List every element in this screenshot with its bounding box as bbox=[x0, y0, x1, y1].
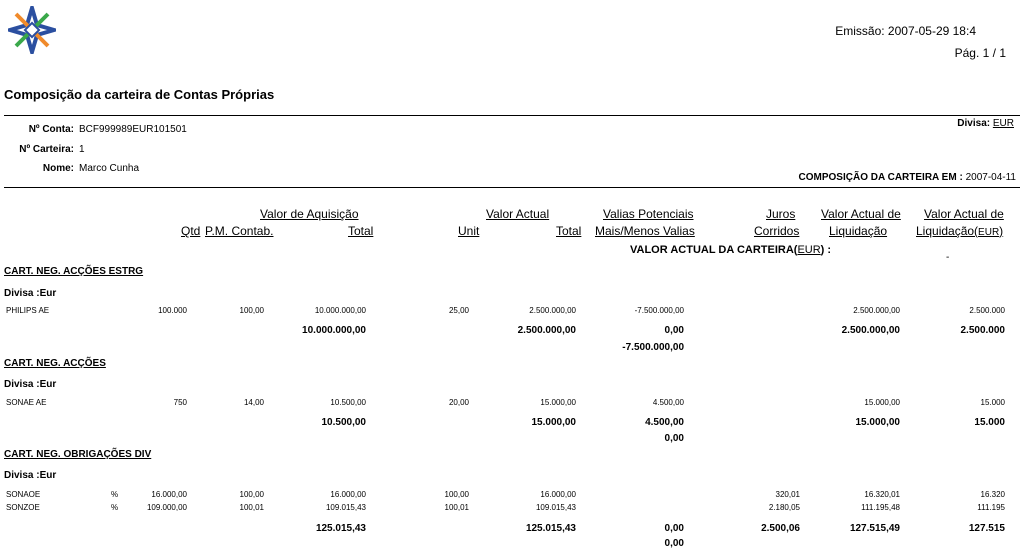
total-acquisition: 10.000.000,00 bbox=[302, 325, 366, 336]
row-total: 16.000,00 bbox=[330, 490, 366, 499]
column-potential-gains: Valias Potenciais bbox=[603, 207, 694, 221]
account-number-label: Nº Conta: bbox=[28, 124, 74, 135]
total-acquisition: 10.500,00 bbox=[321, 417, 366, 428]
currency-link[interactable]: EUR bbox=[992, 118, 1014, 129]
column-current-value: Valor Actual bbox=[486, 207, 550, 221]
row-name: SONAE AE bbox=[6, 398, 47, 407]
portfolio-value-dash: - bbox=[946, 252, 950, 263]
row-name: SONZOE bbox=[6, 503, 40, 512]
total-gains: 0,00 bbox=[664, 523, 684, 534]
portfolio-number-value: 1 bbox=[79, 144, 85, 155]
column-interest: Juros bbox=[766, 207, 796, 221]
column-gains-losses: Mais/Menos Valias bbox=[595, 224, 695, 238]
row-unit: 25,00 bbox=[448, 306, 469, 315]
account-number-value: BCF999989EUR101501 bbox=[79, 124, 187, 135]
portfolio-date-value: 2007-04-11 bbox=[965, 172, 1016, 183]
row-gains: -7.500.000,00 bbox=[634, 306, 684, 315]
row-qty: 16.000,00 bbox=[151, 490, 187, 499]
total-current: 125.015,43 bbox=[525, 523, 576, 534]
divider bbox=[4, 115, 1020, 116]
total-gains-2: 0,00 bbox=[664, 433, 684, 444]
row-liquidation-eur: 16.320 bbox=[980, 490, 1005, 499]
divider bbox=[4, 187, 1020, 188]
section-title: CART. NEG. OBRIGAÇÕES DIV bbox=[4, 449, 152, 460]
portfolio-current-value-label: VALOR ACTUAL DA CARTEIRA(EUR) : bbox=[630, 244, 832, 256]
column-liquidation: Liquidação bbox=[829, 224, 888, 238]
row-gains: 4.500,00 bbox=[652, 398, 684, 407]
row-avg-price: 100,01 bbox=[239, 503, 264, 512]
row-qty: 100.000 bbox=[158, 306, 187, 315]
row-avg-price: 14,00 bbox=[243, 398, 264, 407]
section-currency: Divisa :Eur bbox=[4, 470, 57, 481]
column-acquisition-value: Valor de Aquisição bbox=[260, 207, 359, 221]
row-unit: 100,00 bbox=[444, 490, 469, 499]
total-liquidation-eur: 127.515 bbox=[968, 523, 1005, 534]
row-liquidation: 111.195,48 bbox=[861, 503, 900, 512]
row-interest: 2.180,05 bbox=[768, 503, 800, 512]
portfolio-date bbox=[799, 172, 1016, 183]
row-name: PHILIPS AE bbox=[6, 306, 50, 315]
row-interest: 320,01 bbox=[775, 490, 800, 499]
column-unit: Unit bbox=[458, 224, 480, 238]
portfolio-date-label: COMPOSIÇÃO DA CARTEIRA EM : bbox=[798, 172, 963, 183]
row-total: 10.500,00 bbox=[330, 398, 366, 407]
row-total: 10.000.000,00 bbox=[314, 306, 366, 315]
row-total-current: 15.000,00 bbox=[540, 398, 576, 407]
row-liquidation: 2.500.000,00 bbox=[853, 306, 900, 315]
currency-info bbox=[957, 118, 1014, 129]
column-total: Total bbox=[348, 224, 374, 238]
total-gains-2: 0,00 bbox=[664, 538, 684, 549]
row-liquidation: 15.000,00 bbox=[864, 398, 900, 407]
section-currency: Divisa :Eur bbox=[4, 288, 57, 299]
column-total-current: Total bbox=[556, 224, 582, 238]
total-liquidation-eur: 2.500.000 bbox=[960, 325, 1005, 336]
column-liquidation-eur: Liquidação(EUR) bbox=[916, 224, 1004, 238]
page-number: Pág. 1 / 1 bbox=[954, 46, 1006, 60]
row-liquidation-eur: 111.195 bbox=[977, 503, 1005, 512]
row-name: SONAOE bbox=[6, 490, 41, 499]
total-gains: 4.500,00 bbox=[645, 417, 684, 428]
row-avg-price: 100,00 bbox=[239, 306, 264, 315]
row-avg-price: 100,00 bbox=[239, 490, 264, 499]
row-liquidation-eur: 2.500.000 bbox=[969, 306, 1005, 315]
row-unit: 100,01 bbox=[444, 503, 469, 512]
row-qty: 750 bbox=[173, 398, 187, 407]
page-title: Composição da carteira de Contas Próprias bbox=[4, 87, 275, 102]
column-liquidation-value: Valor Actual de bbox=[821, 207, 901, 221]
column-liquidation-value-eur: Valor Actual de bbox=[924, 207, 1004, 221]
total-liquidation: 15.000,00 bbox=[855, 417, 900, 428]
row-percent: % bbox=[111, 503, 119, 512]
section-title: CART. NEG. ACÇÕES ESTRG bbox=[4, 266, 144, 277]
emission-date: Emissão: 2007-05-29 18:4 bbox=[835, 24, 976, 38]
row-percent: % bbox=[111, 490, 119, 499]
row-total-current: 2.500.000,00 bbox=[529, 306, 576, 315]
name-label: Nome: bbox=[42, 163, 74, 174]
total-gains-2: -7.500.000,00 bbox=[622, 342, 684, 353]
company-logo bbox=[8, 6, 56, 54]
row-liquidation-eur: 15.000 bbox=[980, 398, 1005, 407]
row-total: 109.015,43 bbox=[325, 503, 366, 512]
total-liquidation-eur: 15.000 bbox=[974, 417, 1005, 428]
portfolio-number-label: Nº Carteira: bbox=[19, 144, 74, 155]
total-acquisition: 125.015,43 bbox=[315, 523, 366, 534]
total-liquidation: 2.500.000,00 bbox=[841, 325, 900, 336]
row-total-current: 16.000,00 bbox=[540, 490, 576, 499]
total-liquidation: 127.515,49 bbox=[849, 523, 900, 534]
column-avg-price: P.M. Contab. bbox=[205, 224, 274, 238]
column-qty: Qtd bbox=[181, 224, 201, 238]
total-gains: 0,00 bbox=[664, 325, 684, 336]
row-liquidation: 16.320,01 bbox=[864, 490, 900, 499]
total-current: 2.500.000,00 bbox=[517, 325, 576, 336]
section-currency: Divisa :Eur bbox=[4, 379, 57, 390]
row-unit: 20,00 bbox=[448, 398, 469, 407]
column-accrued: Corridos bbox=[754, 224, 800, 238]
row-qty: 109.000,00 bbox=[146, 503, 187, 512]
row-total-current: 109.015,43 bbox=[535, 503, 576, 512]
total-interest: 2.500,06 bbox=[761, 523, 800, 534]
portfolio-currency-link[interactable]: EUR bbox=[797, 244, 821, 256]
section-title: CART. NEG. ACÇÕES bbox=[4, 358, 106, 369]
currency-label: Divisa: bbox=[957, 118, 991, 129]
total-current: 15.000,00 bbox=[531, 417, 576, 428]
name-value: Marco Cunha bbox=[79, 163, 140, 174]
